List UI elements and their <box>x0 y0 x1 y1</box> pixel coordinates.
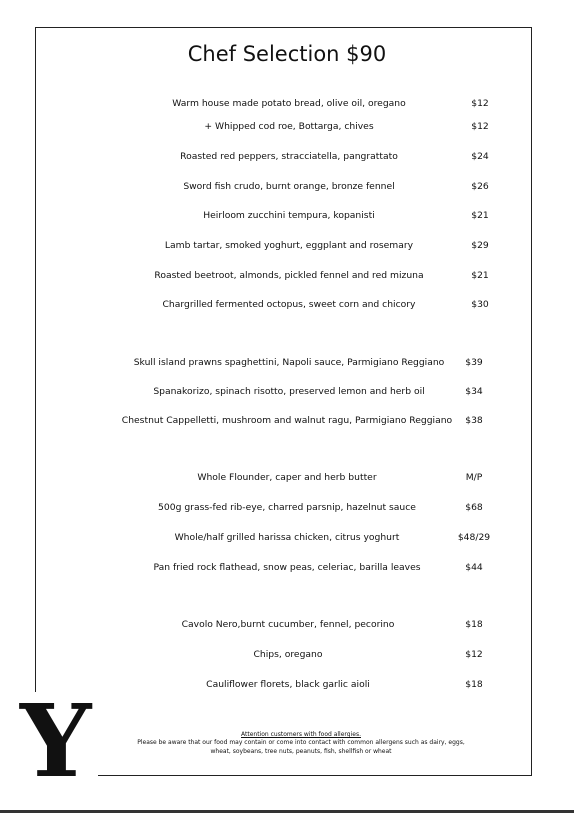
menu-item-price: $12 <box>465 649 483 660</box>
menu-item-name: Whole Flounder, caper and herb butter <box>197 472 377 483</box>
menu-item <box>0 500 574 516</box>
menu-item-name: Heirloom zucchini tempura, kopanisti <box>203 210 375 221</box>
allergy-heading: Attention customers with food allergies. <box>241 731 361 738</box>
menu-item <box>0 179 574 195</box>
restaurant-logo <box>18 682 98 800</box>
menu-item-name: 500g grass-fed rib-eye, charred parsnip, hazelnut sauce <box>158 502 416 513</box>
menu-item-price: $24 <box>471 151 489 162</box>
menu-item <box>0 560 574 576</box>
logo-letter: Y <box>20 682 92 800</box>
menu-item-name: Sword fish crudo, burnt orange, bronze fennel <box>183 181 395 192</box>
menu-item-name: Lamb tartar, smoked yoghurt, eggplant and rosemary <box>164 240 414 251</box>
menu-item-price: $68 <box>465 502 483 513</box>
menu-item-price: $18 <box>465 679 483 690</box>
menu-item-price: $21 <box>471 210 489 221</box>
menu-item-price: $39 <box>465 357 483 368</box>
menu-item <box>0 268 574 284</box>
menu-item-name: Skull island prawns spaghettini, Napoli sauce, Parmigiano Reggiano <box>133 357 445 368</box>
menu-item-name: Spanakorizo, spinach risotto, preserved lemon and herb oil <box>153 386 425 397</box>
menu-item-name: Chips, oregano <box>253 649 323 660</box>
menu-frame <box>35 27 532 776</box>
menu-item-name: Roasted red peppers, stracciatella, pangrattato <box>180 151 398 162</box>
allergy-text-line-2: wheat, soybeans, tree nuts, peanuts, fish, shellfish or wheat <box>210 747 392 755</box>
menu-item <box>0 530 574 546</box>
menu-item-price: $26 <box>471 181 489 192</box>
menu-item <box>0 297 574 313</box>
menu-item <box>0 647 574 663</box>
menu-item-price: $30 <box>471 299 489 310</box>
menu-item <box>0 208 574 224</box>
menu-item <box>0 413 574 429</box>
menu-item-price: $48/29 <box>457 532 491 543</box>
menu-item-price: $38 <box>465 415 483 426</box>
menu-item-name: Chestnut Cappelletti, mushroom and walnut ragu, Parmigiano Reggiano <box>121 415 453 426</box>
menu-item-price: M/P <box>465 472 483 483</box>
menu-item-name: Cavolo Nero,burnt cucumber, fennel, pecorino <box>181 619 395 630</box>
menu-item-name: Cauliflower florets, black garlic aioli <box>206 679 370 690</box>
menu-item-price: $12 <box>471 121 489 132</box>
menu-title: Chef Selection $90 <box>187 42 387 66</box>
menu-item-name: Roasted beetroot, almonds, pickled fennel and red mizuna <box>154 270 424 281</box>
footer-rule <box>84 775 532 776</box>
menu-item-price: $34 <box>465 386 483 397</box>
menu-item <box>0 96 574 112</box>
menu-item-price: $44 <box>465 562 483 573</box>
allergy-text-line-1: Please be aware that our food may contain or come into contact with common allergens such as dairy, eggs, <box>137 739 465 747</box>
menu-item-name: Whole/half grilled harissa chicken, citrus yoghurt <box>174 532 400 543</box>
menu-item-price: $29 <box>471 240 489 251</box>
allergy-notice <box>116 731 486 756</box>
menu-item <box>0 384 574 400</box>
menu-item <box>0 149 574 165</box>
menu-item-name: + Whipped cod roe, Bottarga, chives <box>204 121 374 132</box>
menu-item-name: Chargrilled fermented octopus, sweet corn and chicory <box>162 299 416 310</box>
menu-item <box>0 238 574 254</box>
menu-item-name: Warm house made potato bread, olive oil, oregano <box>172 98 406 109</box>
page-bottom-rule <box>0 810 574 813</box>
menu-item-price: $18 <box>465 619 483 630</box>
menu-item-price: $21 <box>471 270 489 281</box>
menu-item <box>0 470 574 486</box>
menu-item <box>0 355 574 371</box>
menu-item-name: Pan fried rock flathead, snow peas, celeriac, barilla leaves <box>153 562 421 573</box>
menu-item <box>0 617 574 633</box>
menu-item <box>0 119 574 135</box>
menu-item-price: $12 <box>471 98 489 109</box>
